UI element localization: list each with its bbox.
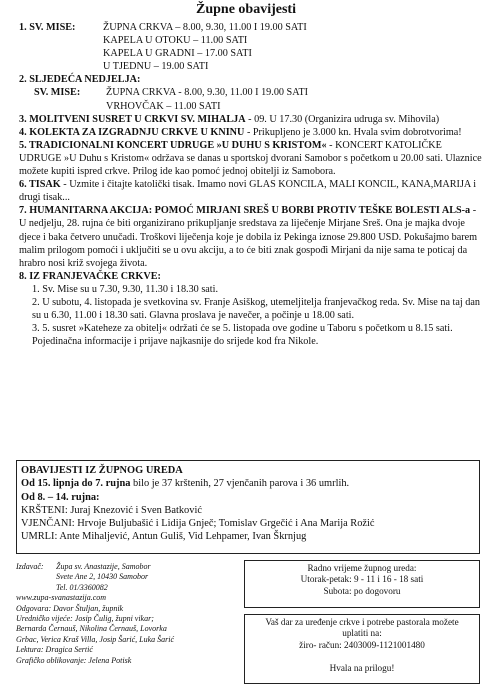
deceased-line: UMRLI: Ante Mihaljević, Antun Guliš, Vid Lehpamer, Ivan Škrnjug [21,531,307,543]
section-masses-label: 1. SV. MISE: [19,22,76,33]
section-collection [16,126,482,139]
next-sunday-times [106,86,482,112]
section-next-sunday [16,86,482,112]
imprint-line: Grafičko oblikovanje: Jelena Potisk [16,655,132,665]
section-heading: 3. MOLITVENI SUSRET U CRKVI SV. MIHALJA [19,113,246,125]
address-line: Župa sv. Anastazije, Samobor [56,562,151,571]
mass-time-line: VRHOVČAK – 11.00 SATI [106,100,221,112]
section-text: - Uzmite i čitajte katolički tisak. Imamo novi GLAS KONCILA, MALI KONCIL, KANA,MARIJA i drugi tisak... [19,179,477,204]
section-press [16,178,482,204]
donation-box [244,614,480,684]
section-text: - 09. U 17.30 (Organizira udruga sv. Mihovila) [245,113,440,125]
donation-line: uplatiti na: [342,628,382,639]
section-text: - U nedjelju, 28. rujna će biti organizirano prikupljanje sredstava za liječenje Mirjane Sreš. Ona je majka dvoje djece i baka četvero unučadi. Troškovi liječenja koje je dobila iz Pekinga iznose 29.800 USD. Pokušajmo barem malim prilogom pomoći i uključiti se u ovu akciju, a to će biti znak gospođi Mirjani da nije sama te poticaj da hrabro nosi križ svojega života. [19,205,478,269]
list-item: 2. U subotu, 4. listopada je svetkovina sv. Franje Asiškog, utemeljitelja franjevačkog reda. Sv. Mise na taj dan su u 6.30, 11.00 i 18.30 sati. Glavna proslava je navečer, a počinje u 18.00 sati. [32,296,480,322]
section-franciscan-heading: 8. IZ FRANJEVAČKE CRKVE: [19,270,161,282]
statistics-line [21,477,475,490]
donation-line: Vaš dar za uređenje crkve i potrebe pastorala možete [265,617,459,627]
imprint-line: Grbac, Verica Kraš Villa, Josip Šarić, Luka Šarić [16,634,175,644]
section-text: - KONCERT KATOLIČKE UDRUGE »U Duhu s Kristom« održava se danas u sportskoj dvorani Samobor s početkom u 20.00 sati. Ulaznice možete kupiti ispred crkve. Prilog ide kao pomoć jednoj obitelji iz Samobora. [19,139,482,178]
publisher [16,562,236,593]
section-prayer-meeting [16,113,482,126]
imprint-line: Uredničko vijeće: Josip Čulig, župni vikar; [16,614,154,624]
section-heading: 4. KOLEKTA ZA IZGRADNJU CRKVE U KNINU [19,126,245,138]
married-line: VJENČANI: Hrvoje Buljubašić i Lidija Gnječ; Tomislav Grgečić i Ana Marija Rožić [21,518,375,530]
mass-time-line: KAPELA U OTOKU – 11.00 SATI [103,35,248,47]
mass-times [103,21,482,73]
office-hours-line: Utorak-petak: 9 - 11 i 16 - 18 sati [300,574,424,585]
address-line: Tel. 01/3360082 [56,582,108,592]
office-hours-box [244,560,480,608]
office-hours-line: Radno vrijeme župnog ureda: [307,563,417,573]
page-title: Župne obavijesti [196,2,296,17]
announcements [16,21,482,348]
list-item: 3. 5. susret »Kateheze za obitelj« održati će se 5. listopada ove godine u Taboru s početkom u 8.15 sati. Pojedinačna informacije i prijave najkasnije do srijede kod fra Nikole. [32,323,453,348]
parish-office-box [16,460,480,554]
next-sunday-label: SV. MISE: [34,87,81,99]
section-concert [16,139,482,178]
list-item: 1. Sv. Mise su u 7.30, 9.30, 11.30 i 18.30 sati. [32,283,219,295]
address-line: Svete Ane 2, 10430 Samobor [56,572,149,582]
office-hours-line: Subota: po dogovoru [323,585,401,596]
section-heading: 5. TRADICIONALNI KONCERT UDRUGE »U DUHU S KRISTOM« [19,139,327,151]
section-text: - Prikupljeno je 3.000 kn. Hvala svim dobrotvorima! [244,126,462,138]
section-humanitarian [16,204,482,269]
donation-line: žiro- račun: 2403009-1121001480 [299,639,425,650]
mass-time-line: U TJEDNU – 19.00 SATI [103,61,209,73]
period-label: Od 15. lipnja do 7. rujna [21,478,131,490]
publisher-address [56,562,151,593]
period-text: bilo je 37 krštenih, 27 vjenčanih parova i 36 umrlih. [130,478,350,490]
imprint-line: Bernarda Černauš, Nikolina Černauš, Lovorka [16,624,167,634]
section-masses [16,21,482,73]
section-heading: 6. TISAK [19,179,61,191]
mass-time-line: ŽUPNA CRKVA - 8.00, 9.30, 11.00 I 19.00 SATI [106,87,309,99]
section-franciscan [16,283,482,348]
imprint [16,562,236,666]
parish-office-heading: OBAVIJESTI IZ ŽUPNOG UREDA [21,465,183,476]
section-next-sunday-heading: 2. SLJEDEĆA NEDJELJA: [19,74,141,86]
imprint-line: Lektura: Dragica Sertić [16,645,93,655]
website: www.zupa-svanastazija.com [16,593,107,603]
period-label: Od 8. – 14. rujna: [21,491,100,503]
section-heading: 7. HUMANITARNA AKCIJA: POMOĆ MIRJANI SREŠ U BORBI PROTIV TEŠKE BOLESTI ALS-a [19,205,471,217]
donation-thanks: Hvala na prilogu! [329,662,395,673]
donation-spacer [245,651,479,662]
imprint-line: Odgovara: Davor Štuljan, župnik [16,603,124,613]
mass-time-line: KAPELA U GRADNI – 17.00 SATI [103,48,252,60]
baptized-line: KRŠTENI: Juraj Knezović i Sven Batković [21,504,202,516]
mass-time-line: ŽUPNA CRKVA – 8.00, 9.30, 11.00 I 19.00 SATI [103,22,307,33]
publisher-label: Izdavač: [16,562,44,571]
